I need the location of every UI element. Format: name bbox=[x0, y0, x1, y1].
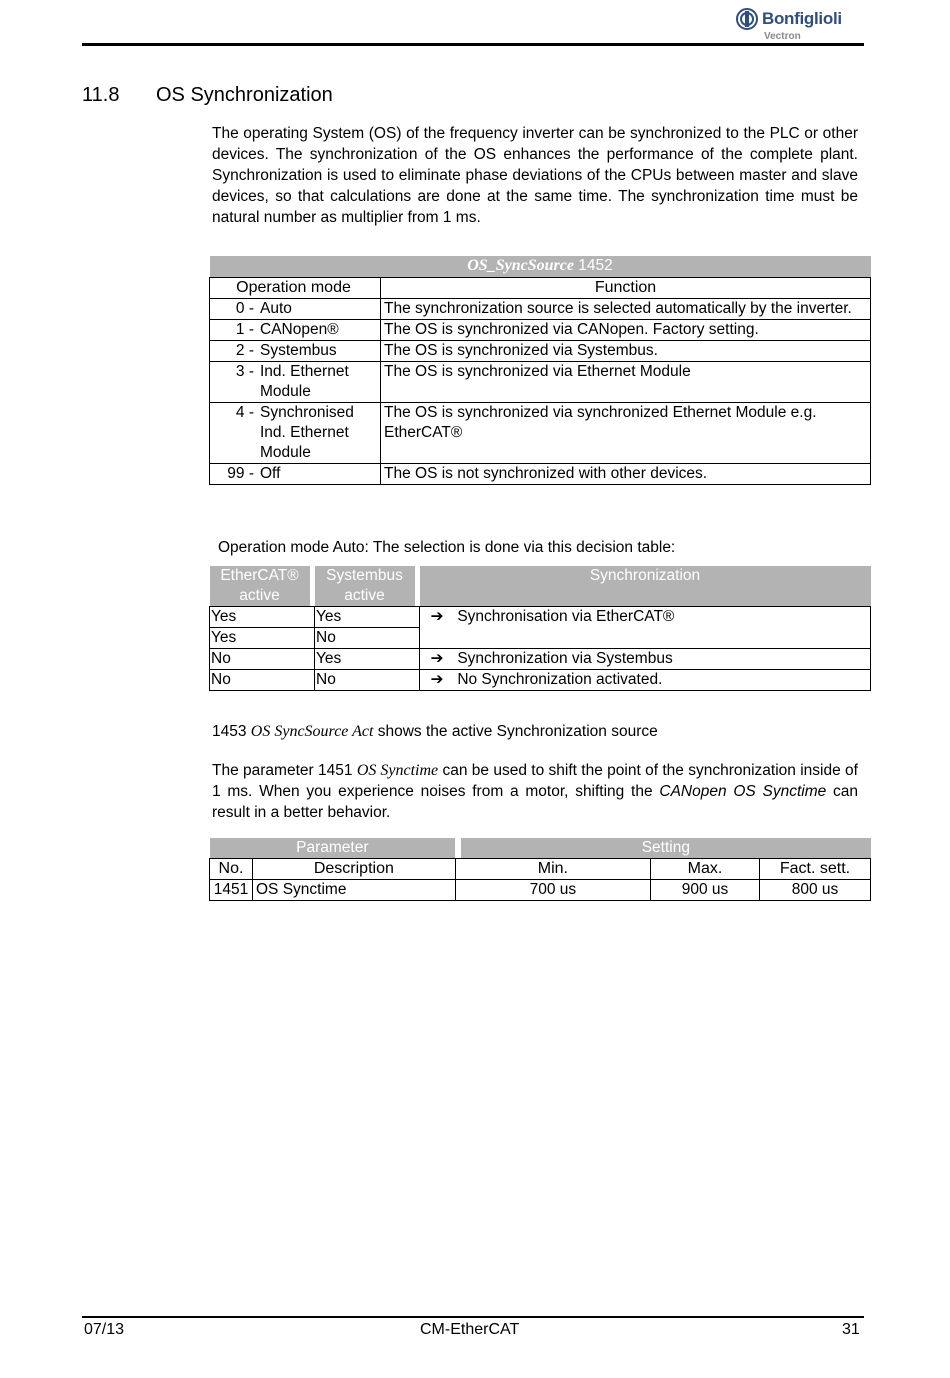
mode-function: The OS is synchronized via synchronized Ethernet Module e.g. EtherCAT® bbox=[381, 403, 871, 464]
param-description: OS Synctime bbox=[253, 880, 456, 901]
header-rule bbox=[82, 43, 864, 46]
table-row bbox=[210, 362, 871, 403]
section-number: 11.8 bbox=[82, 84, 120, 106]
ethercat-cell: No bbox=[210, 649, 315, 670]
column-header-synchronization: Synchronization bbox=[420, 566, 871, 607]
company-logo bbox=[736, 6, 866, 46]
mode-name: Off bbox=[260, 465, 281, 482]
param-max: 900 us bbox=[651, 880, 760, 901]
synctime-paragraph bbox=[212, 760, 858, 823]
mode-name: CANopen® bbox=[260, 321, 339, 338]
column-header-systembus: Systembus active bbox=[315, 566, 415, 607]
mode-function: The OS is synchronized via Systembus. bbox=[381, 341, 871, 362]
intro-paragraph bbox=[212, 123, 858, 228]
column-header-no: No. bbox=[210, 859, 253, 880]
mode-function: The OS is synchronized via Ethernet Module bbox=[381, 362, 871, 403]
param-min: 700 us bbox=[455, 880, 650, 901]
table-caption bbox=[210, 256, 871, 278]
systembus-cell: Yes bbox=[315, 649, 420, 670]
systembus-cell: Yes bbox=[315, 607, 420, 628]
table-row bbox=[210, 341, 871, 362]
ethercat-cell: No bbox=[210, 670, 315, 691]
intro-text: The operating System (OS) of the frequency inverter can be synchronized to the PLC or other devices. The synchronization of the OS enhances the performance of the complete plant. Synchronization is used to eliminate phase deviations of the CPUs between master and slave devices, so that calculations are done at the same time. The synchronization time must be natural number as multiplier from 1 ms. bbox=[212, 125, 858, 226]
sync-result-cell bbox=[420, 670, 871, 691]
column-header-ethercat: EtherCAT® active bbox=[210, 566, 310, 607]
act-param-name: OS SyncSource Act bbox=[250, 723, 374, 740]
arrow-right-icon: ➔ bbox=[430, 608, 444, 625]
sync-result: No Synchronization activated. bbox=[457, 671, 663, 688]
column-header-description: Description bbox=[253, 859, 456, 880]
table-row bbox=[210, 403, 871, 464]
decision-table bbox=[209, 566, 871, 691]
bonfiglioli-logo-icon bbox=[736, 8, 758, 30]
footer-product: CM-EtherCAT bbox=[420, 1321, 520, 1338]
mode-number: 4 - bbox=[235, 404, 254, 421]
mode-number: 2 - bbox=[235, 342, 254, 359]
parameter-name: OS_SyncSource bbox=[467, 257, 574, 274]
systembus-cell: No bbox=[315, 628, 420, 649]
arrow-right-icon: ➔ bbox=[430, 650, 444, 667]
table-row bbox=[210, 649, 871, 670]
parameter-number: 1452 bbox=[578, 257, 613, 274]
mode-name: Auto bbox=[260, 300, 292, 317]
act-description: shows the active Synchronization source bbox=[377, 723, 658, 740]
column-header-mode: Operation mode bbox=[210, 278, 381, 299]
logo-subtitle: Vectron bbox=[764, 31, 801, 42]
page-number: 31 bbox=[842, 1321, 860, 1338]
synctime-param-name: OS Synctime bbox=[356, 762, 439, 779]
ethercat-cell: Yes bbox=[210, 628, 315, 649]
mode-function: The synchronization source is selected automatically by the inverter. bbox=[381, 299, 871, 320]
sync-result-cell bbox=[420, 649, 871, 670]
group-header-setting: Setting bbox=[461, 838, 870, 859]
table-row bbox=[210, 299, 871, 320]
mode-function: The OS is synchronized via CANopen. Factory setting. bbox=[381, 320, 871, 341]
ethercat-cell: Yes bbox=[210, 607, 315, 628]
sync-result-cell bbox=[420, 607, 871, 649]
table-row bbox=[210, 464, 871, 485]
param-no: 1451 bbox=[210, 880, 253, 901]
mode-function: The OS is not synchronized with other devices. bbox=[381, 464, 871, 485]
column-header-fact: Fact. sett. bbox=[760, 859, 871, 880]
mode-number: 99 - bbox=[227, 465, 254, 482]
table-row bbox=[210, 607, 871, 628]
act-param-number: 1453 bbox=[212, 723, 247, 740]
parameter-table bbox=[209, 838, 871, 901]
synctime-post: can result in a better behavior. bbox=[212, 783, 858, 821]
sync-result: Synchronisation via EtherCAT® bbox=[457, 608, 675, 625]
synctime-pre: The parameter 1451 bbox=[212, 762, 353, 779]
footer-date: 07/13 bbox=[84, 1321, 125, 1338]
mode-number: 3 - bbox=[235, 363, 254, 380]
section-title: OS Synchronization bbox=[156, 84, 333, 106]
mode-name: Systembus bbox=[260, 342, 337, 359]
mode-number: 1 - bbox=[235, 321, 254, 338]
table-row bbox=[210, 880, 871, 901]
mode-number: 0 - bbox=[235, 300, 254, 317]
footer-rule bbox=[82, 1316, 864, 1318]
param-fact: 800 us bbox=[760, 880, 871, 901]
mode-name: Synchronised Ind. Ethernet Module bbox=[260, 404, 354, 461]
table-row bbox=[210, 670, 871, 691]
column-header-function: Function bbox=[381, 278, 871, 299]
synctime-param-name-2: CANopen OS Synctime bbox=[659, 783, 827, 800]
systembus-cell: No bbox=[315, 670, 420, 691]
sync-result: Synchronization via Systembus bbox=[457, 650, 673, 667]
logo-name: Bonfiglioli bbox=[762, 9, 842, 28]
act-line bbox=[212, 721, 858, 742]
decision-intro: Operation mode Auto: The selection is done via this decision table: bbox=[218, 539, 676, 556]
column-header-max: Max. bbox=[651, 859, 760, 880]
arrow-right-icon: ➔ bbox=[430, 671, 444, 688]
table-row bbox=[210, 320, 871, 341]
group-header-parameter: Parameter bbox=[210, 838, 456, 859]
synctime-mid: can be used to shift the point of the synchronization inside of 1 ms. When you experience noises from a motor, shifting the bbox=[212, 762, 858, 800]
mode-name: Ind. Ethernet Module bbox=[260, 363, 349, 400]
column-header-min: Min. bbox=[455, 859, 650, 880]
sync-source-table bbox=[209, 256, 871, 485]
